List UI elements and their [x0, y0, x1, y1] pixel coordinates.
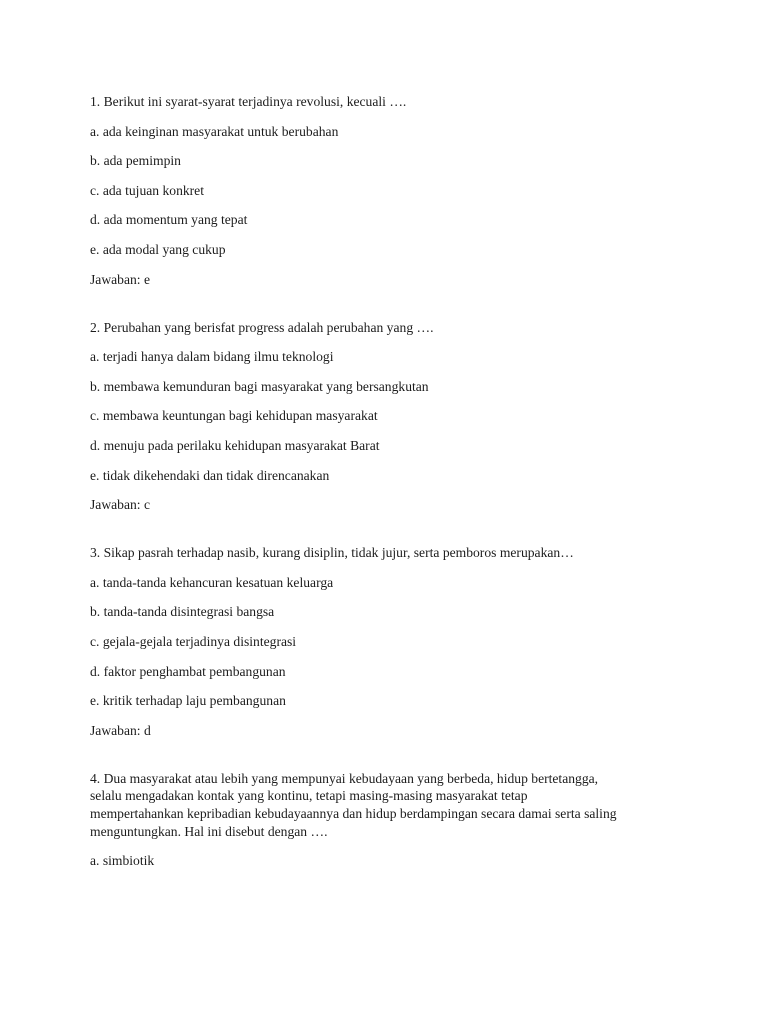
- option-d: d. faktor penghambat pembangunan: [90, 663, 286, 679]
- option-c: c. gejala-gejala terjadinya disintegrasi: [90, 633, 297, 649]
- option-b: b. membawa kemunduran bagi masyarakat yang bersangkutan: [90, 378, 429, 394]
- option-a: a. ada keinginan masyarakat untuk berubahan: [90, 123, 339, 139]
- option-c: c. ada tujuan konkret: [90, 182, 204, 198]
- question-1: [90, 93, 690, 289]
- answer-text: Jawaban: d: [90, 722, 151, 738]
- option-d: d. menuju pada perilaku kehidupan masyarakat Barat: [90, 437, 380, 453]
- question-4: [90, 770, 690, 870]
- option-b: b. ada pemimpin: [90, 153, 181, 169]
- question-line-4: menguntungkan. Hal ini disebut dengan ….: [90, 823, 328, 839]
- question-text: 3. Sikap pasrah terhadap nasib, kurang disiplin, tidak jujur, serta pemboros merupakan…: [90, 545, 574, 561]
- option-a: a. tanda-tanda kehancuran kesatuan keluarga: [90, 574, 334, 590]
- option-e: e. tidak dikehendaki dan tidak direncanakan: [90, 467, 330, 483]
- option-a: a. terjadi hanya dalam bidang ilmu teknologi: [90, 349, 334, 365]
- option-e: e. ada modal yang cukup: [90, 241, 226, 257]
- question-line-1: 4. Dua masyarakat atau lebih yang mempunyai kebudayaan yang berbeda, hidup bertetangga,: [90, 770, 599, 786]
- question-line-3: mempertahankan kepribadian kebudayaannya dan hidup berdampingan secara damai serta saling: [90, 806, 617, 822]
- option-e: e. kritik terhadap laju pembangunan: [90, 693, 286, 709]
- question-2: [90, 319, 690, 515]
- question-text: [90, 770, 690, 841]
- question-text: 1. Berikut ini syarat-syarat terjadinya revolusi, kecuali ….: [90, 94, 407, 109]
- question-line-2: selalu mengadakan kontak yang kontinu, tetapi masing-masing masyarakat tetap: [90, 788, 528, 804]
- answer-text: Jawaban: c: [90, 497, 151, 513]
- question-3: [90, 544, 690, 740]
- option-c: c. membawa keuntungan bagi kehidupan masyarakat: [90, 408, 378, 424]
- option-d: d. ada momentum yang tepat: [90, 212, 248, 228]
- option-b: b. tanda-tanda disintegrasi bangsa: [90, 604, 275, 620]
- document-page: [90, 93, 690, 881]
- question-text: 2. Perubahan yang berisfat progress adalah perubahan yang ….: [90, 319, 434, 335]
- answer-text: Jawaban: e: [90, 271, 151, 287]
- option-a: a. simbiotik: [90, 852, 155, 868]
